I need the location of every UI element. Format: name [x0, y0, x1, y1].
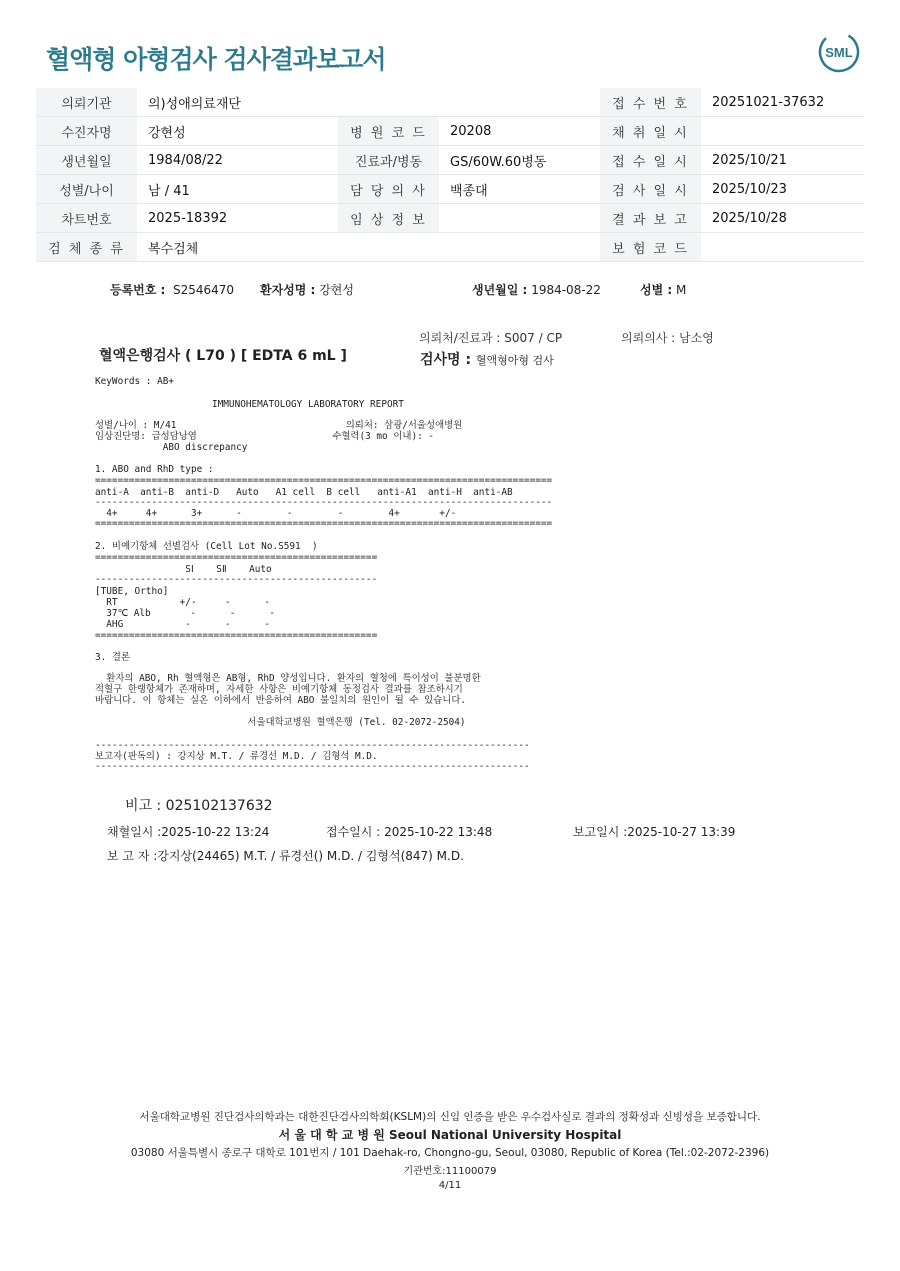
info-empty: [439, 88, 600, 117]
info-value: 남 / 41: [137, 175, 338, 204]
info-label: 채 취 일 시: [600, 117, 701, 146]
requesting-dept: 의뢰처/진료과 : S007 / CP: [419, 331, 563, 345]
abo-values: 4+ 4+ 3+ - - - 4+ +/-: [95, 508, 457, 519]
exam-name: 검사명 : 혈액형아형 검사: [420, 352, 554, 368]
antibody-row: [TUBE, Ortho]: [95, 586, 169, 597]
antibody-row: AHG - - -: [95, 619, 270, 630]
section2-title: 2. 비예기항체 선별검사 (Cell Lot No.S591 ): [95, 541, 318, 552]
hospital-address: 03080 서울특별시 종로구 대학로 101번지 / 101 Daehak-ro, Chongno-gu, Seoul, 03080, Republic of Korea (Tel.:02-2072-2396): [130, 1147, 770, 1159]
info-value: 복수검체: [137, 233, 338, 262]
divider: =================================================================================: [95, 475, 553, 486]
patient-info-table: [36, 88, 864, 262]
info-value: 2025/10/21: [701, 146, 864, 175]
keywords: KeyWords : AB+: [95, 376, 175, 387]
info-label: 검 체 종 류: [36, 233, 137, 262]
antibody-header: SⅠ SⅡ Auto: [95, 564, 272, 575]
antibody-row: 37℃ Alb - - -: [95, 608, 275, 619]
section3-title: 3. 결론: [95, 652, 131, 663]
requesting-doctor: 의뢰의사 : 남소영: [621, 331, 714, 345]
test-title: 혈액은행검사 ( L70 ) [ EDTA 6 mL ]: [99, 348, 347, 364]
patient-name: 환자성명 : 강현성: [260, 283, 354, 297]
info-value: 백종대: [439, 175, 600, 204]
info-label: 임 상 정 보: [338, 204, 439, 233]
hospital-name: 서 울 대 학 교 병 원 Seoul National University Hospital: [278, 1128, 622, 1142]
page-number: 4/11: [438, 1180, 462, 1191]
info-value: 2025/10/28: [701, 204, 864, 233]
conclusion-line: 바랍니다. 이 항체는 실온 이하에서 반응하여 ABO 불일치의 원인이 될 수 있습니다.: [95, 695, 467, 706]
section1-title: 1. ABO and RhD type :: [95, 464, 214, 475]
divider: =================================================================================: [95, 518, 553, 529]
receive-time: 접수일시 : 2025-10-22 13:48: [326, 825, 493, 839]
sex: 성별 : M: [640, 283, 687, 297]
report-time: 보고일시 :2025-10-27 13:39: [573, 825, 736, 839]
patient-line: ABO discrepancy: [95, 442, 248, 453]
info-empty: [338, 233, 439, 262]
remarks: 비고 : 025102137632: [125, 798, 273, 814]
info-value: 20251021-37632: [701, 88, 864, 117]
info-label: 성별/나이: [36, 175, 137, 204]
divider: ==================================================: [95, 552, 378, 563]
info-value: [439, 204, 600, 233]
info-label: 의뢰기관: [36, 88, 137, 117]
draw-time: 채혈일시 :2025-10-22 13:24: [107, 825, 270, 839]
registration-number: 등록번호 : S2546470: [110, 283, 235, 297]
info-label: 생년월일: [36, 146, 137, 175]
info-label: 보 험 코 드: [600, 233, 701, 262]
info-label: 진료과/병동: [338, 146, 439, 175]
patient-line: 성별/나이 : M/41 의뢰처: 삼광/서울성애병원: [95, 420, 463, 431]
blood-bank-contact: 서울대학교병원 혈액은행 (Tel. 02-2072-2504): [95, 717, 466, 728]
info-label: 접 수 일 시: [600, 146, 701, 175]
abo-header: anti-A anti-B anti-D Auto A1 cell B cell anti-A1 anti-H anti-AB: [95, 487, 513, 498]
report-title: 혈액형 아형검사 검사결과보고서: [46, 45, 386, 74]
conclusion-line: 환자의 ABO, Rh 혈액형은 AB형, RhD 양성입니다. 환자의 혈청에 특이성이 불분명한: [95, 673, 481, 684]
info-empty: [338, 88, 439, 117]
info-value: 강현성: [137, 117, 338, 146]
lab-title: IMMUNOHEMATOLOGY LABORATORY REPORT: [212, 399, 404, 410]
divider: -----------------------------------------------------------------------------: [95, 740, 530, 751]
info-label: 담 당 의 사: [338, 175, 439, 204]
info-empty: [439, 233, 600, 262]
info-value: 2025-18392: [137, 204, 338, 233]
certification-note: 서울대학교병원 진단검사의학과는 대한진단검사의학회(KSLM)의 신임 인증을 받은 우수검사실로 결과의 정확성과 신빙성을 보증합니다.: [139, 1111, 761, 1123]
conclusion-line: 적혈구 한랭항체가 존재하며, 자세한 사항은 비예기항체 동정검사 결과를 참조하시기: [95, 684, 463, 695]
info-value: 2025/10/23: [701, 175, 864, 204]
sml-logo: [818, 31, 860, 73]
info-label: 접 수 번 호: [600, 88, 701, 117]
info-value: 20208: [439, 117, 600, 146]
reporter: 보 고 자 :강지상(24465) M.T. / 류경선() M.D. / 김형석(847) M.D.: [107, 849, 464, 863]
info-row: [36, 88, 864, 117]
info-label: 차트번호: [36, 204, 137, 233]
info-row: [36, 204, 864, 233]
info-row: [36, 233, 864, 262]
info-value: 1984/08/22: [137, 146, 338, 175]
institution-code: 기관번호:11100079: [403, 1166, 497, 1177]
info-value: [701, 117, 864, 146]
logo-text: SML: [825, 45, 853, 60]
info-label: 병 원 코 드: [338, 117, 439, 146]
patient-line: 임상진단명: 급성담낭염 수혈력(3 mo 이내): -: [95, 431, 435, 442]
divider: ==================================================: [95, 630, 378, 641]
info-value: 의)성애의료재단: [137, 88, 338, 117]
info-value: [701, 233, 864, 262]
info-row: [36, 117, 864, 146]
info-row: [36, 146, 864, 175]
divider: ---------------------------------------------------------------------------------: [95, 497, 553, 508]
info-value: GS/60W.60병동: [439, 146, 600, 175]
info-label: 결 과 보 고: [600, 204, 701, 233]
divider: -----------------------------------------------------------------------------: [95, 761, 530, 772]
reporter-reader: 보고자(판독의) : 강지상 M.T. / 류경선 M.D. / 김형석 M.D.: [95, 751, 378, 762]
info-row: [36, 175, 864, 204]
info-label: 검 사 일 시: [600, 175, 701, 204]
birth-date: 생년월일 : 1984-08-22: [472, 283, 601, 297]
info-label: 수진자명: [36, 117, 137, 146]
divider: --------------------------------------------------: [95, 574, 378, 585]
antibody-row: RT +/- - -: [95, 597, 270, 608]
